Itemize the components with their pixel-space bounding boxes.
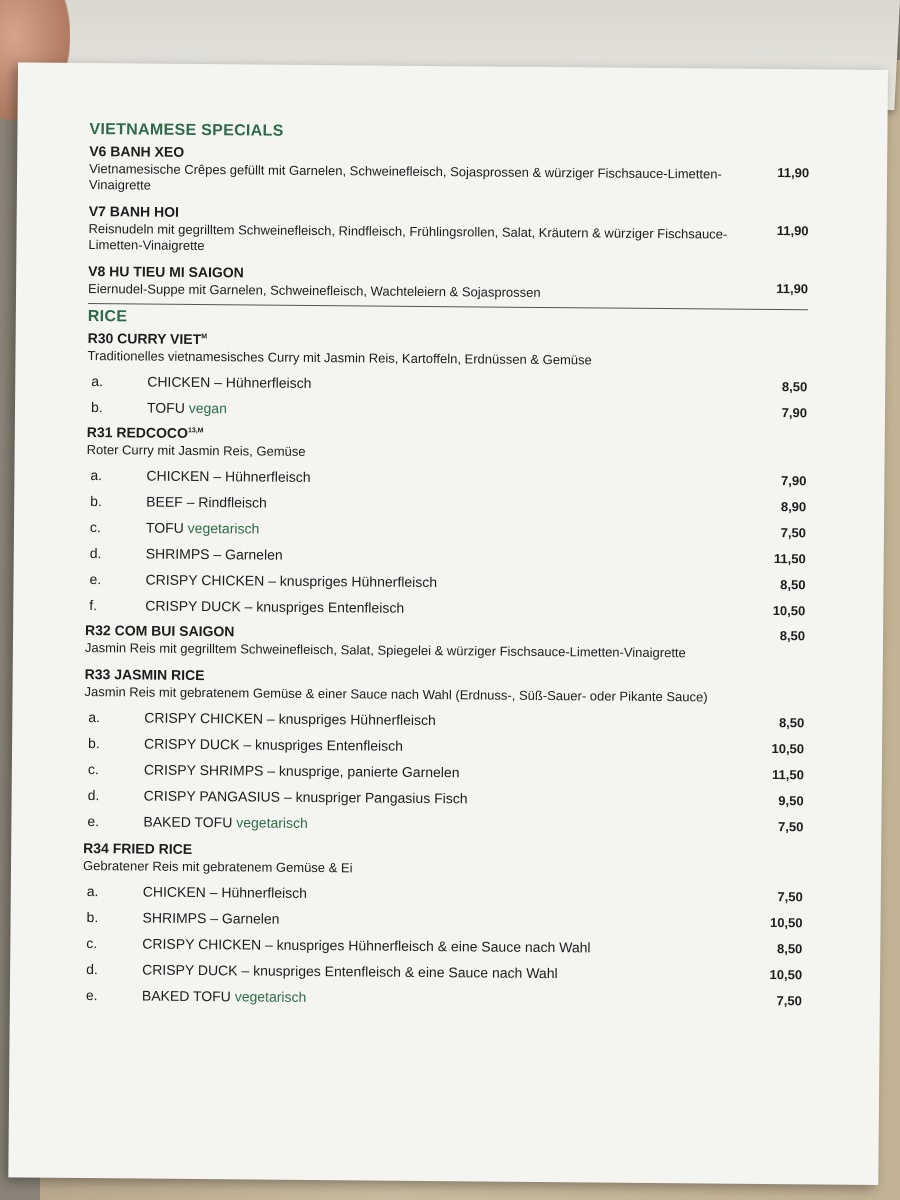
item-description: Reisnudeln mit gegrilltem Schweinefleisch, Rindfleisch, Frühlingsrollen, Salat, Kräutern & würziger Fischsauce-Limetten-Vinaigrette [88, 221, 728, 254]
option-letter: b. [90, 399, 103, 416]
option-letter: a. [88, 709, 101, 726]
menu-item-r32 [85, 622, 805, 662]
option-letter: e. [85, 987, 98, 1004]
option-list [82, 878, 803, 1014]
option-letter: c. [87, 761, 99, 778]
option-text: CHICKEN – Hühnerfleisch [147, 373, 312, 391]
item-name-text: R30 CURRY VIET [87, 330, 202, 348]
option-price: 7,90 [781, 405, 808, 421]
option-list [83, 704, 804, 840]
item-price: 11,90 [776, 281, 809, 297]
option-label [142, 931, 590, 961]
option-text: CRISPY CHICKEN – knuspriges Hühnerfleisch [145, 571, 438, 591]
option-text: TOFU [145, 519, 184, 536]
option-letter: b. [90, 493, 102, 510]
diet-note: vegetarisch [187, 519, 260, 537]
option-label [146, 515, 260, 542]
option-text: CRISPY SHRIMPS – knusprige, panierte Garnelen [143, 761, 460, 781]
menu-content [82, 121, 810, 1024]
option-price: 7,50 [780, 525, 807, 541]
option-letter: b. [88, 735, 100, 752]
item-description: Traditionelles vietnamesisches Curry mit Jasmin Reis, Kartoffeln, Erdnüssen & Gemüse [87, 348, 592, 368]
option-label [144, 705, 436, 734]
option-text: CHICKEN – Hühnerfleisch [142, 883, 308, 901]
item-name: V6 BANH XEO [89, 143, 185, 160]
item-description: Vietnamesische Crêpes gefüllt mit Garnelen, Schweinefleisch, Sojasprossen & würziger Fischsauce-Limetten-Vinaigrette [88, 161, 722, 193]
option-label [147, 369, 311, 396]
option-letter: f. [89, 597, 98, 614]
item-price: 11,90 [777, 165, 810, 181]
option-label [142, 983, 307, 1010]
option-letter: a. [90, 467, 103, 484]
item-name: R34 FRIED RICE [83, 840, 193, 857]
item-description: Roter Curry mit Jasmin Reis, Gemüse [86, 442, 306, 459]
item-price: 11,90 [776, 223, 809, 239]
option-text: CHICKEN – Hühnerfleisch [146, 467, 311, 485]
menu-item-v6 [89, 143, 809, 199]
option-letter: e. [89, 571, 102, 588]
section-title-vietnamese-specials: VIETNAMESE SPECIALS [89, 121, 284, 140]
option-label [147, 395, 227, 422]
option-letter: d. [89, 545, 102, 562]
option-price: 10,50 [772, 603, 806, 619]
option-letter: c. [86, 935, 98, 952]
option-price: 8,90 [780, 499, 807, 515]
option-text: BAKED TOFU [141, 987, 231, 1005]
option-price: 8,50 [781, 379, 808, 395]
option-text: CRISPY DUCK – knuspriges Entenfleisch [145, 597, 405, 616]
item-description: Gebratener Reis mit gebratenem Gemüse & Ei [82, 858, 353, 876]
allergen-code: 13,M [187, 427, 204, 435]
menu-item-r31 [85, 424, 807, 624]
option-text: SHRIMPS – Garnelen [145, 545, 283, 563]
option-price: 10,50 [769, 967, 803, 983]
section-title-rice: RICE [87, 308, 128, 326]
option-text: CRISPY DUCK – knuspriges Entenfleisch & eine Sauce nach Wahl [142, 961, 558, 982]
menu-item-r30 [87, 330, 808, 426]
option-text: CRISPY CHICKEN – knuspriges Hühnerfleisch [144, 709, 436, 729]
option-label [146, 541, 283, 568]
option-label [144, 783, 468, 812]
option-price: 8,50 [778, 715, 805, 731]
option-row [87, 394, 807, 426]
option-row [85, 592, 805, 624]
menu-item-r34 [82, 840, 803, 1014]
option-text: TOFU [146, 399, 185, 416]
option-letter: a. [86, 883, 99, 900]
option-label [143, 879, 307, 906]
option-label [146, 489, 267, 516]
diet-note: vegan [188, 399, 227, 417]
option-letter: e. [87, 813, 100, 830]
item-name: R33 JASMIN RICE [84, 666, 205, 684]
allergen-code: M [201, 333, 208, 341]
diet-note: vegetarisch [236, 814, 308, 831]
option-text: CRISPY PANGASIUS – knuspriger Pangasius Fisch [143, 787, 468, 807]
item-name: V7 BANH HOI [88, 203, 180, 220]
option-label [144, 731, 403, 759]
option-label [145, 593, 404, 621]
option-price: 7,50 [778, 819, 804, 835]
option-label [142, 957, 558, 987]
diet-note: vegetarisch [234, 988, 307, 1005]
option-price: 8,50 [776, 941, 803, 957]
option-price: 7,50 [776, 993, 802, 1009]
option-label [143, 809, 308, 836]
option-price: 11,50 [773, 551, 806, 567]
menu-page [8, 62, 888, 1185]
item-name-text: R31 REDCOCO [86, 424, 189, 441]
item-description: Eiernudel-Suppe mit Garnelen, Schweinefleisch, Wachteleiern & Sojasprossen [87, 281, 541, 300]
option-list [85, 462, 806, 624]
option-label [142, 905, 279, 932]
option-price: 7,50 [777, 889, 803, 905]
option-letter: b. [86, 909, 99, 926]
option-letter: c. [89, 519, 101, 536]
option-price: 11,50 [771, 767, 804, 783]
item-description: Jasmin Reis mit gebratenem Gemüse & einer Sauce nach Wahl (Erdnuss-, Süß-Sauer- oder Pikante Sauce) [84, 684, 708, 705]
option-price: 7,90 [781, 473, 807, 489]
option-text: BEEF – Rindfleisch [146, 493, 267, 511]
option-label [145, 567, 437, 596]
item-name: R32 COM BUI SAIGON [85, 622, 235, 640]
menu-item-r33 [83, 666, 804, 840]
option-row [82, 982, 802, 1014]
option-label [144, 757, 460, 786]
option-letter: a. [91, 373, 104, 390]
option-row [83, 808, 803, 840]
option-price: 10,50 [771, 741, 805, 757]
option-text: SHRIMPS – Garnelen [142, 909, 280, 927]
menu-item-v8 [88, 263, 808, 303]
option-price: 8,50 [780, 577, 806, 593]
option-label [146, 463, 310, 490]
option-text: BAKED TOFU [143, 813, 233, 831]
item-price: 8,50 [779, 628, 806, 644]
option-price: 10,50 [769, 915, 803, 931]
item-name: V8 HU TIEU MI SAIGON [88, 263, 244, 281]
menu-item-v7 [88, 203, 808, 259]
option-letter: d. [87, 787, 100, 804]
item-description: Jasmin Reis mit gegrilltem Schweinefleisch, Salat, Spiegelei & würziger Fischsauce-Limetten-Vinaigrette [84, 640, 686, 661]
option-list [87, 368, 807, 426]
option-text: CRISPY DUCK – knuspriges Entenfleisch [144, 735, 404, 754]
option-text: CRISPY CHICKEN – knuspriges Hühnerfleisch & eine Sauce nach Wahl [142, 935, 591, 956]
option-letter: d. [86, 961, 98, 978]
option-price: 9,50 [778, 793, 804, 809]
